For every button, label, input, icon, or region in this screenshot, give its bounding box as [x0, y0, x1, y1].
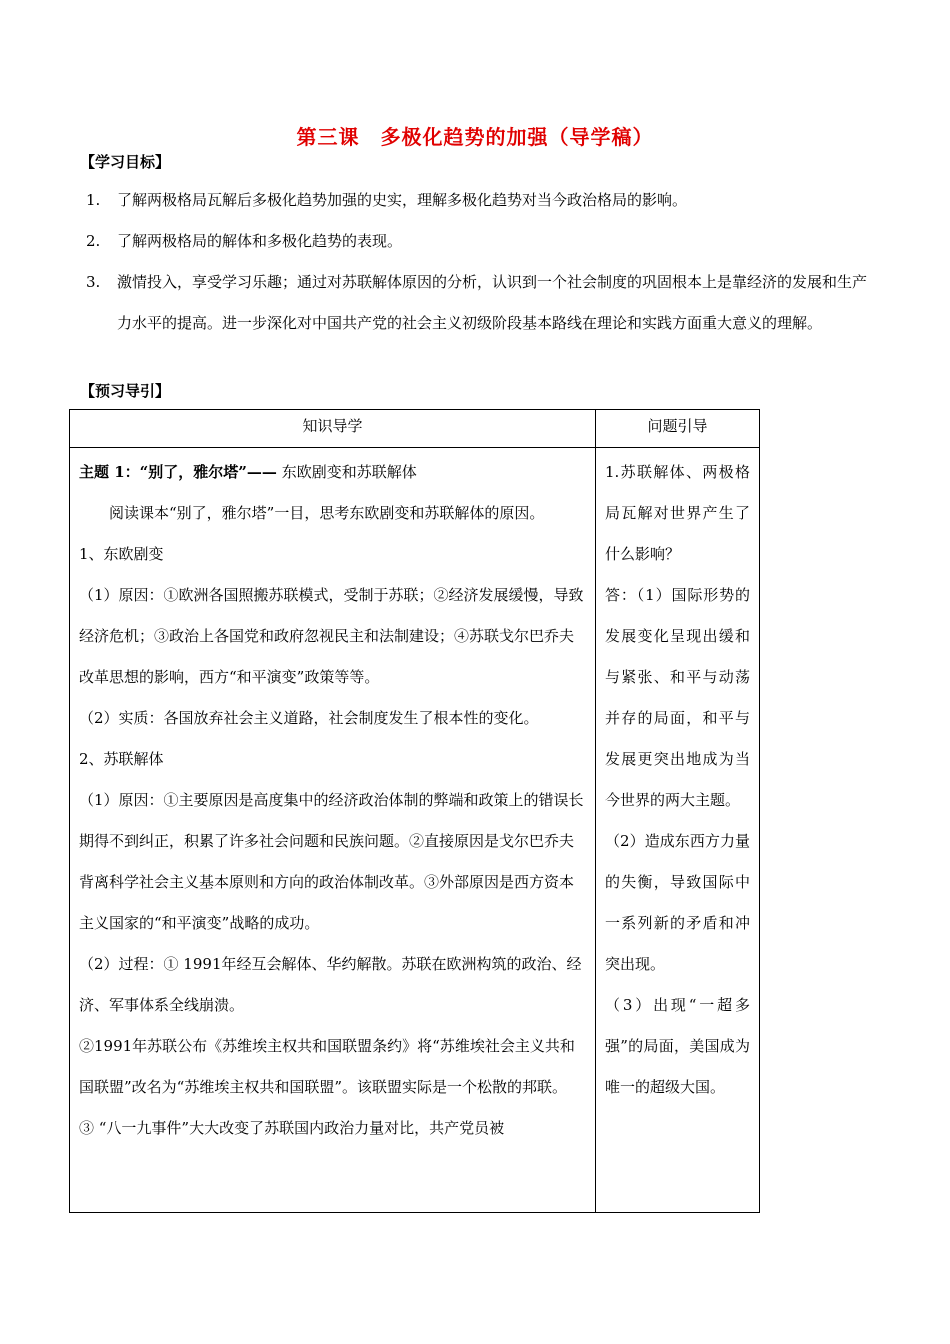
paragraph: （1）原因：①欧洲各国照搬苏联模式，受制于苏联；②经济发展缓慢，导致经济危机；③政治上各国党和政府忽视民主和法制建设；④苏联戈尔巴乔夫改革思想的影响，西方“和平演变”政策等等。	[79, 586, 584, 686]
objective-item	[80, 221, 870, 262]
question: 1.苏联解体、两极格局瓦解对世界产生了什么影响？	[605, 463, 750, 563]
paragraph: 1、东欧剧变	[79, 545, 164, 563]
objective-text: 激情投入，享受学习乐趣；通过对苏联解体原因的分析，认识到一个社会制度的巩固根本上是靠经济的发展和生产力水平的提高。进一步深化对中国共产党的社会主义初级阶段基本路线在理论和实践方面重大意义的理解。	[117, 273, 868, 332]
guide-table	[69, 409, 760, 1213]
column-header-questions: 问题引导	[596, 410, 760, 448]
paragraph: ②1991年苏联公布《苏维埃主权共和国联盟条约》将“苏维埃社会主义共和国联盟”改名为“苏维埃主权共和国联盟”。该联盟实际是一个松散的邦联。	[79, 1037, 575, 1096]
paragraph: 阅读课本“别了，雅尔塔”一目，思考东欧剧变和苏联解体的原因。	[109, 504, 545, 522]
objectives-list	[80, 180, 870, 344]
objectives-heading: 【学习目标】	[80, 153, 171, 171]
paragraph: （1）原因：①主要原因是高度集中的经济政治体制的弊端和政策上的错误长期得不到纠正，积累了许多社会问题和民族问题。②直接原因是戈尔巴乔夫背离科学社会主义基本原则和方向的政治体制改革。③外部原因是西方资本主义国家的“和平演变”战略的成功。	[79, 791, 584, 932]
answer: （3）出现“一超多强”的局面，美国成为唯一的超级大国。	[605, 996, 750, 1096]
answer: 答：（1）国际形势的发展变化呈现出缓和与紧张、和平与动荡并存的局面，和平与发展更突出地成为当今世界的两大主题。	[605, 586, 750, 809]
objective-item	[80, 180, 870, 221]
answer: （2）造成东西方力量的失衡，导致国际中一系列新的矛盾和冲突出现。	[605, 832, 750, 973]
knowledge-cell	[70, 448, 596, 1213]
paragraph: 2、苏联解体	[79, 750, 164, 768]
questions-cell	[596, 448, 760, 1213]
preview-heading: 【预习导引】	[80, 382, 171, 400]
objective-text: 了解两极格局瓦解后多极化趋势加强的史实，理解多极化趋势对当今政治格局的影响。	[117, 191, 688, 209]
objective-item	[80, 262, 870, 344]
paragraph: （2）过程：① 1991年经互会解体、华约解散。苏联在欧洲构筑的政治、经济、军事体系全线崩溃。	[79, 955, 582, 1014]
topic-title: 东欧剧变和苏联解体	[276, 463, 417, 481]
page-title: 第三课 多极化趋势的加强（导学稿）	[296, 125, 654, 149]
column-header-knowledge: 知识导学	[70, 410, 596, 448]
topic-label: 主题 1：“别了，雅尔塔”——	[79, 463, 277, 481]
objective-number: 2.	[86, 232, 101, 250]
objective-text: 了解两极格局的解体和多极化趋势的表现。	[117, 232, 403, 250]
paragraph: ③ “八一九事件”大大改变了苏联国内政治力量对比，共产党员被	[79, 1119, 505, 1137]
objective-number: 3.	[86, 273, 101, 291]
topic-line	[79, 452, 586, 493]
objective-number: 1.	[86, 191, 101, 209]
paragraph: （2）实质：各国放弃社会主义道路，社会制度发生了根本性的变化。	[79, 709, 539, 727]
